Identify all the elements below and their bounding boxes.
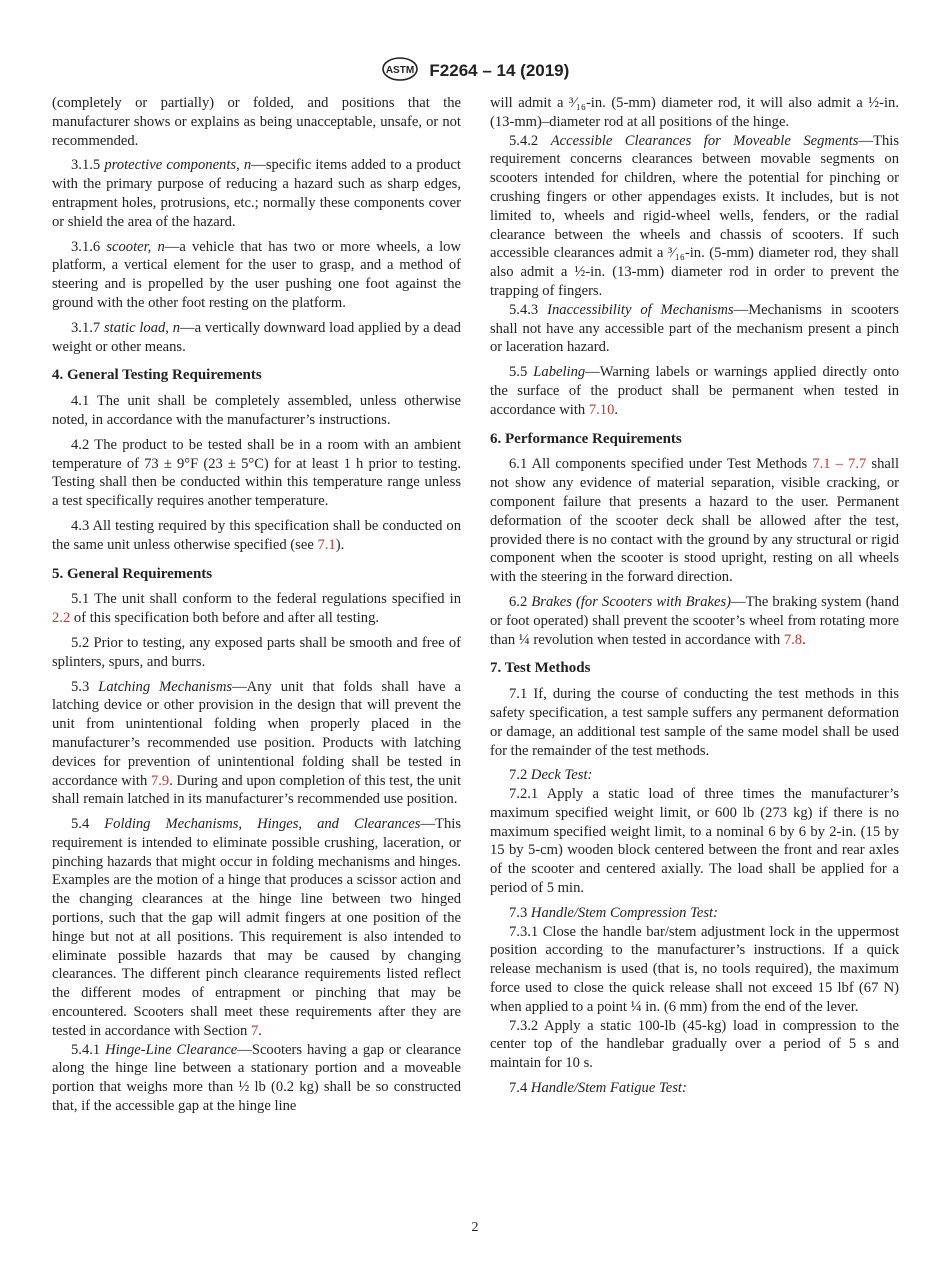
paragraph-continued: (completely or partially) or folded, and positions that the manufacturer shows or explains as being unacceptable, unsafe, or not recommended. [52,95,461,149]
section-5-4-1: 5.4.1 Hinge-Line Clearance—Scooters having a gap or clearance along the hinge line between a stationary portion and a moveable portion that weighs more than ½ lb (0.2 kg) shall be so constructed that, if the accessible gap at the hinge line [52,1041,461,1115]
page-number: 2 [471,1220,479,1235]
section-7-2-1: 7.2.1 Apply a static load of three times the manufacturer’s maximum specified weight limit, or 600 lb (273 kg) if there is no maximum specified weight limit, to a nominal 6 by 6 by 2-in. (15 by 15 by 5-cm) wooden block centered between the front and rear axles of the scooter and centered axially. The load shall be applied for a period of 5 min. [490,786,899,897]
section-5-5: 5.5 Labeling—Warning labels or warnings applied directly onto the surface of the product shall be permanent when tested in accordance with 7.10. [490,364,899,418]
section-5-2: 5.2 Prior to testing, any exposed parts shall be smooth and free of splinters, spurs, and burrs. [52,634,461,670]
section-7-3-2: 7.3.2 Apply a static 100-lb (45-kg) load in compression to the center top of the handlebar gradually over a period of 5 s and maintain for 10 s. [490,1017,899,1072]
page-header [0,56,950,87]
section-7-3: 7.3 Handle/Stem Compression Test: [509,904,718,921]
link-7-9[interactable]: 7.9 [150,772,170,789]
heading-section-4: 4. General Testing Requirements [52,367,262,384]
link-2-2[interactable]: 2.2 [52,610,71,627]
designation: F2264 – 14 (2019) [429,60,570,80]
link-7-1[interactable]: 7.1 [317,536,336,553]
link-section-7[interactable]: 7 [250,1022,259,1039]
link-7-8[interactable]: 7.8 [783,631,803,648]
paragraph-continued: will admit a ³⁄₁₆-in. (5-mm) diameter rod, it will also admit a ½-in. (13-mm)–diameter rod at all positions of the hinge. [490,95,899,130]
section-7-2: 7.2 Deck Test: [509,767,593,784]
heading-section-6: 6. Performance Requirements [490,430,682,447]
section-7-1: 7.1 If, during the course of conducting the test methods in this safety specification, a test sample suffers any permanent deformation or damage, an additional test sample of the same model shall be used for the remainder of the test methods. [490,686,899,759]
section-5-4: 5.4 Folding Mechanisms, Hinges, and Clearances—This requirement is intended to eliminate possible crushing, laceration, or pinching hazards that might occur in folding mechanisms and hinges. Examples are the motion of a hinge that produces a scissor action and the changing clearances at the hinge line between two hinged portions, such that the gap will admit fingers at one position of the hinge but not at all positions. This requirement is also intended to eliminate possible hazards that may be caused by changing clearances. The different pinch clearance requirements listed reflect the different modes of entrapment or pinching that may be encountered. Scooters shall meet these requirements after they are tested in accordance with Section 7. [52,816,461,1039]
section-5-3: 5.3 Latching Mechanisms—Any unit that folds shall have a latching device or other provision in the design that will prevent the unit from unintentional folding when properly placed in the manufacturer’s recommended use position. Products with latching devices for prevention of unintentional folding shall be tested in accordance with 7.9. During and upon completion of this test, the unit shall remain latched in its manufacturer’s recommended use position. [52,678,462,808]
link-7-1-7-7[interactable]: 7.1 – 7.7 [812,456,867,473]
section-7-4: 7.4 Handle/Stem Fatigue Test: [509,1080,687,1097]
svg-text:ASTM: ASTM [385,65,414,76]
section-6-1: 6.1 All components specified under Test Methods 7.1 – 7.7 shall not show any evidence of material separation, visible cracking, or component failure that presents a hazard to the user. Permanent deformation of the scooter deck shall be allowed after the test, provided there is no contact with the ground by any structural or rigid component when the scooter is stood upright, resting on all wheels with the steering in the forward direction. [490,456,899,586]
section-3-1-6: 3.1.6 scooter, n—a vehicle that has two or more wheels, a low platform, a vertical element for the user to grasp, and a method of steering and is propelled by the user pushing one foot against the ground with the other foot resting on the platform. [52,238,461,311]
heading-section-7: 7. Test Methods [490,660,591,677]
section-4-1: 4.1 The unit shall be completely assembled, unless otherwise noted, in accordance with the manufacturer’s instructions. [52,393,461,428]
heading-section-5: 5. General Requirements [52,565,213,582]
section-7-3-1: 7.3.1 Close the handle bar/stem adjustment lock in the uppermost position according to the manufacturer’s instructions. If a quick release mechanism is used (that is, no tools required), the maximum force used to close the quick release shall not exceed 15 lbf (67 N) when applied to a point ¼ in. (6 mm) from the end of the lever. [490,923,899,1015]
left-column [52,94,461,1122]
right-column [490,94,899,1104]
section-3-1-7: 3.1.7 static load, n—a vertically downward load applied by a dead weight or other means. [52,319,461,355]
section-5-4-2: 5.4.2 Accessible Clearances for Moveable Segments—This requirement concerns clearances between movable segments on scooters intended for children, where the potential for pinching or crushing fingers or other appendages exists. It includes, but is not limited to, wheels and rigid-wheel wells, fenders, or the radial clearance between the wheels and chassis of scooters. If such accessible clearances admit a ³⁄₁₆-in. (5-mm) diameter rod, they shall also admit a ½-in. (13-mm) diameter rod in order to prevent the trapping of fingers. [490,132,899,299]
section-5-4-3: 5.4.3 Inaccessibility of Mechanisms—Mechanisms in scooters shall not have any accessible part of the mechanism present a pinch or laceration hazard. [490,301,899,356]
section-5-1: 5.1 The unit shall conform to the federal regulations specified in 2.2 of this specification both before and after all testing. [52,591,461,627]
section-6-2: 6.2 Brakes (for Scooters with Brakes)—The braking system (hand or foot operated) shall prevent the scooter’s wheel from rotating more than ¼ revolution when tested in accordance with 7.8. [490,593,899,648]
astm-logo-icon [381,56,419,87]
link-7-10[interactable]: 7.10 [588,401,615,418]
section-4-2: 4.2 The product to be tested shall be in a room with an ambient temperature of 73 ± 9°F (23 ± 5°C) for at least 1 h prior to testing. Testing shall then be conducted within this temperature range unless a test specifically requires another temperature. [52,436,461,510]
section-4-3: 4.3 All testing required by this specification shall be conducted on the same unit unless otherwise specified (see 7.1). [52,517,461,553]
section-3-1-5: 3.1.5 protective components, n—specific items added to a product with the primary purpose of reducing a hazard such as sharp edges, entrapment holes, protrusions, etc.; normally these components cover or shield the area of the hazard. [52,157,461,230]
